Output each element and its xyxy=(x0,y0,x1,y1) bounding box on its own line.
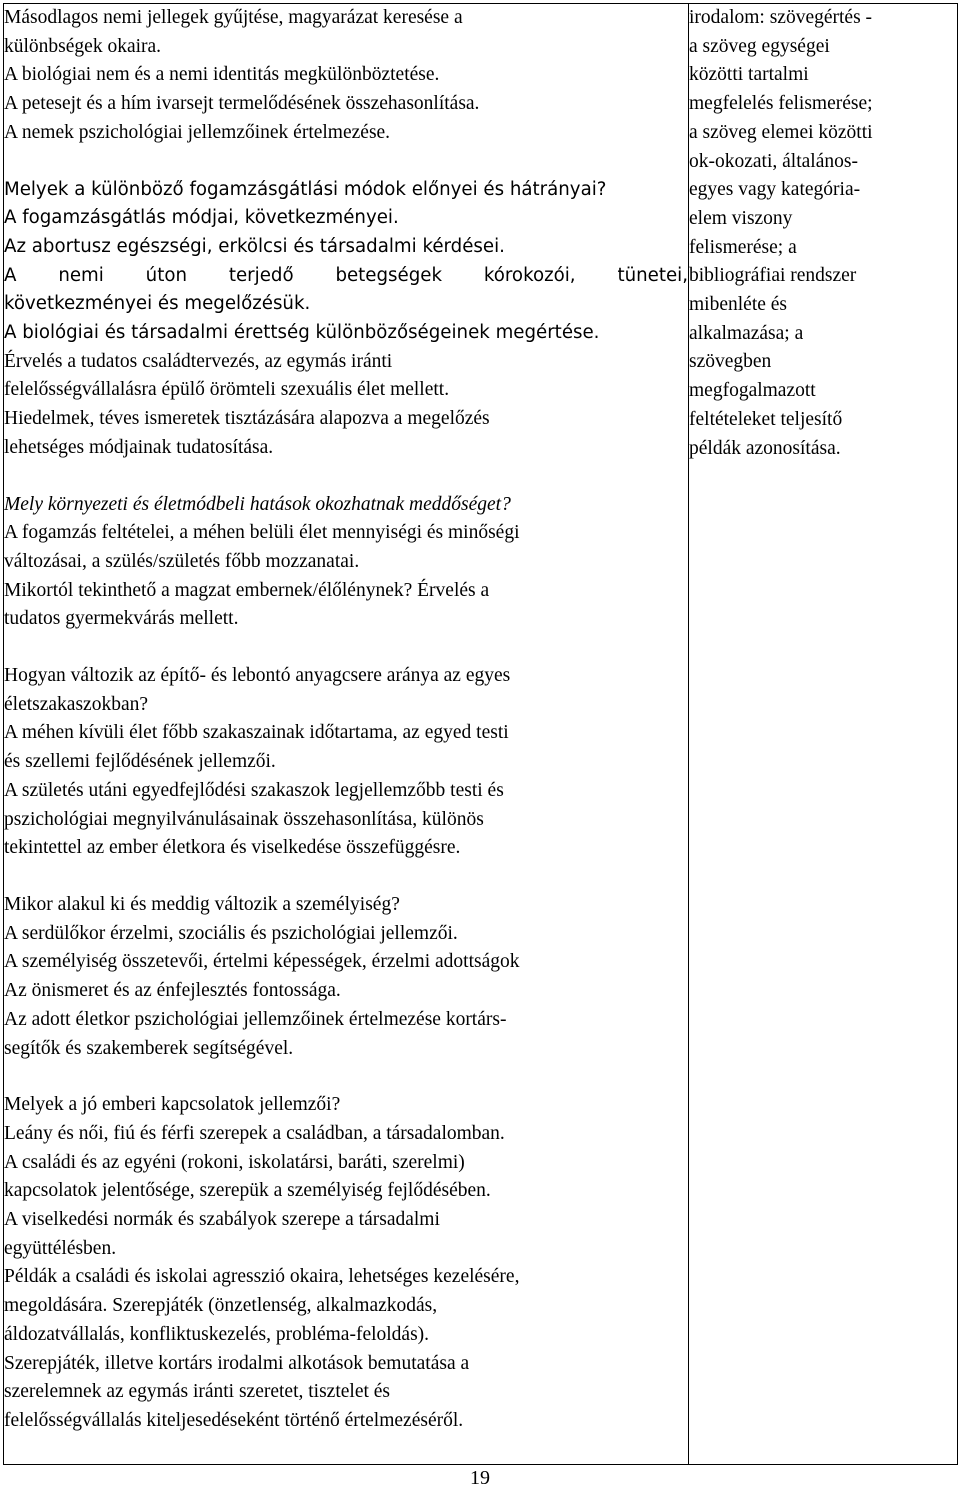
text-line: megfogalmazott xyxy=(689,380,816,402)
text-line: A születés utáni egyedfejlődési szakaszok legjellemzőbb testi és xyxy=(4,779,504,801)
text-line: együttélésben. xyxy=(4,1237,117,1259)
text-line: A viselkedési normák és szabályok szerepe a társadalmi xyxy=(4,1209,440,1231)
text-line: Melyek a különböző fogamzásgátlási módok előnyei és hátrányai? xyxy=(4,178,607,200)
text-line: egyes vagy kategória- xyxy=(689,179,861,201)
text-line: életszakaszokban? xyxy=(4,693,149,715)
cross-curricular-column xyxy=(689,4,958,1465)
paragraph-personality xyxy=(4,891,688,1063)
text-line: kapcsolatok jelentősége, szerepük a személyiség fejlődésében. xyxy=(4,1180,491,1202)
text-line: Másodlagos nemi jellegek gyűjtése, magyarázat keresése a xyxy=(4,7,463,28)
text-line: Melyek a jó emberi kapcsolatok jellemzői? xyxy=(4,1094,341,1116)
text-line: Hiedelmek, téves ismeretek tisztázására alapozva a megelőzés xyxy=(4,408,490,430)
text-line: Az adott életkor pszichológiai jellemzőinek értelmezése kortárs- xyxy=(4,1008,507,1030)
text-line: változásai, a szülés/születés főbb mozzanatai. xyxy=(4,550,360,572)
text-line: A családi és az egyéni (rokoni, iskolatársi, baráti, szerelmi) xyxy=(4,1151,465,1173)
text-line: lehetséges módjainak tudatosítása. xyxy=(4,436,274,458)
text-line: felelősségvállalásra épülő örömteli szexuális élet mellett. xyxy=(4,379,450,401)
text-line: szövegben xyxy=(689,351,772,373)
text-line: A biológiai nem és a nemi identitás megkülönböztetése. xyxy=(4,64,440,86)
text-line: megfelelés felismerése; xyxy=(689,93,873,115)
table-row xyxy=(4,4,958,1465)
text-line: pszichológiai megnyilvánulásainak összehasonlítása, különös xyxy=(4,808,484,830)
text-line: A serdülőkor érzelmi, szociális és pszichológiai jellemzői. xyxy=(4,922,458,944)
page-number: 19 xyxy=(470,1467,490,1489)
text-line: és szellemi fejlődésének jellemzői. xyxy=(4,751,276,773)
text-line: Az abortusz egészségi, erkölcsi és társadalmi kérdései. xyxy=(4,235,505,257)
text-line: bibliográfiai rendszer xyxy=(689,265,857,287)
text-line: felelősségvállalás kiteljesedéseként történő értelmezéséről. xyxy=(4,1409,464,1431)
paragraph-metabolism xyxy=(4,662,688,863)
paragraph-infertility xyxy=(4,491,688,635)
text-line: különbségek okaira. xyxy=(4,35,162,57)
text-line: elem viszony xyxy=(689,207,793,229)
paragraph-contraception xyxy=(4,176,688,463)
text-line: Példák a családi és iskolai agresszió okaira, lehetséges kezelésére, xyxy=(4,1266,520,1288)
text-line: irodalom: szövegértés - xyxy=(689,7,873,28)
text-line: A nemek pszichológiai jellemzőinek értelmezése. xyxy=(4,121,391,143)
text-line: alkalmazása; a xyxy=(689,322,804,344)
text-line: segítők és szakemberek segítségével. xyxy=(4,1037,294,1059)
text-line: tudatos gyermekvárás mellett. xyxy=(4,608,239,630)
text-line: Mikortól tekinthető a magzat embernek/élőlénynek? Érvelés a xyxy=(4,579,490,601)
text-line: A fogamzás feltételei, a méhen belüli élet mennyiségi és minőségi xyxy=(4,522,520,544)
content-column xyxy=(4,4,689,1465)
text-line: példák azonosítása. xyxy=(689,437,841,459)
paragraph-relationships xyxy=(4,1091,688,1435)
text-line: A méhen kívüli élet főbb szakaszainak időtartama, az egyed testi xyxy=(4,722,509,744)
text-line: A nemi úton terjedő betegségek kórokozói, tünetei, xyxy=(4,264,688,286)
text-line: szerelemnek az egymás iránti szeretet, tisztelet és xyxy=(4,1381,391,1403)
text-line: következményei és megelőzésük. xyxy=(4,293,311,315)
text-line: közötti tartalmi xyxy=(689,64,809,86)
text-line: Leány és női, fiú és férfi szerepek a családban, a társadalomban. xyxy=(4,1122,505,1144)
text-line: a szöveg egységei xyxy=(689,35,830,57)
text-line: A fogamzásgátlás módjai, következményei. xyxy=(4,207,399,229)
text-line: Az önismeret és az énfejlesztés fontossága. xyxy=(4,980,341,1002)
text-line: Mely környezeti és életmódbeli hatások okozhatnak meddőséget? xyxy=(4,493,511,515)
text-line: felismerése; a xyxy=(689,236,797,258)
text-line: megoldására. Szerepjáték (önzetlenség, alkalmazkodás, xyxy=(4,1295,438,1317)
text-line: tekintettel az ember életkora és viselkedése összefüggésre. xyxy=(4,837,461,859)
text-line: feltételeket teljesítő xyxy=(689,408,843,430)
paragraph-sex-characteristics xyxy=(4,4,688,148)
text-line: ok-okozati, általános- xyxy=(689,150,858,172)
text-line: A petesejt és a hím ivarsejt termelődésének összehasonlítása. xyxy=(4,93,480,115)
text-line: Mikor alakul ki és meddig változik a személyiség? xyxy=(4,893,400,915)
text-line: mibenléte és xyxy=(689,294,788,316)
text-line: A személyiség összetevői, értelmi képességek, érzelmi adottságok xyxy=(4,951,520,973)
curriculum-table xyxy=(3,3,958,1465)
text-line: Érvelés a tudatos családtervezés, az egymás iránti xyxy=(4,350,393,372)
text-line: Hogyan változik az építő- és lebontó anyagcsere aránya az egyes xyxy=(4,665,511,687)
text-line: áldozatvállalás, konfliktuskezelés, probléma-feloldás). xyxy=(4,1323,430,1345)
text-line: a szöveg elemei közötti xyxy=(689,121,873,143)
text-line: Szerepjáték, illetve kortárs irodalmi alkotások bemutatása a xyxy=(4,1352,470,1374)
text-line: A biológiai és társadalmi érettség különbözőségeinek megértése. xyxy=(4,322,600,344)
